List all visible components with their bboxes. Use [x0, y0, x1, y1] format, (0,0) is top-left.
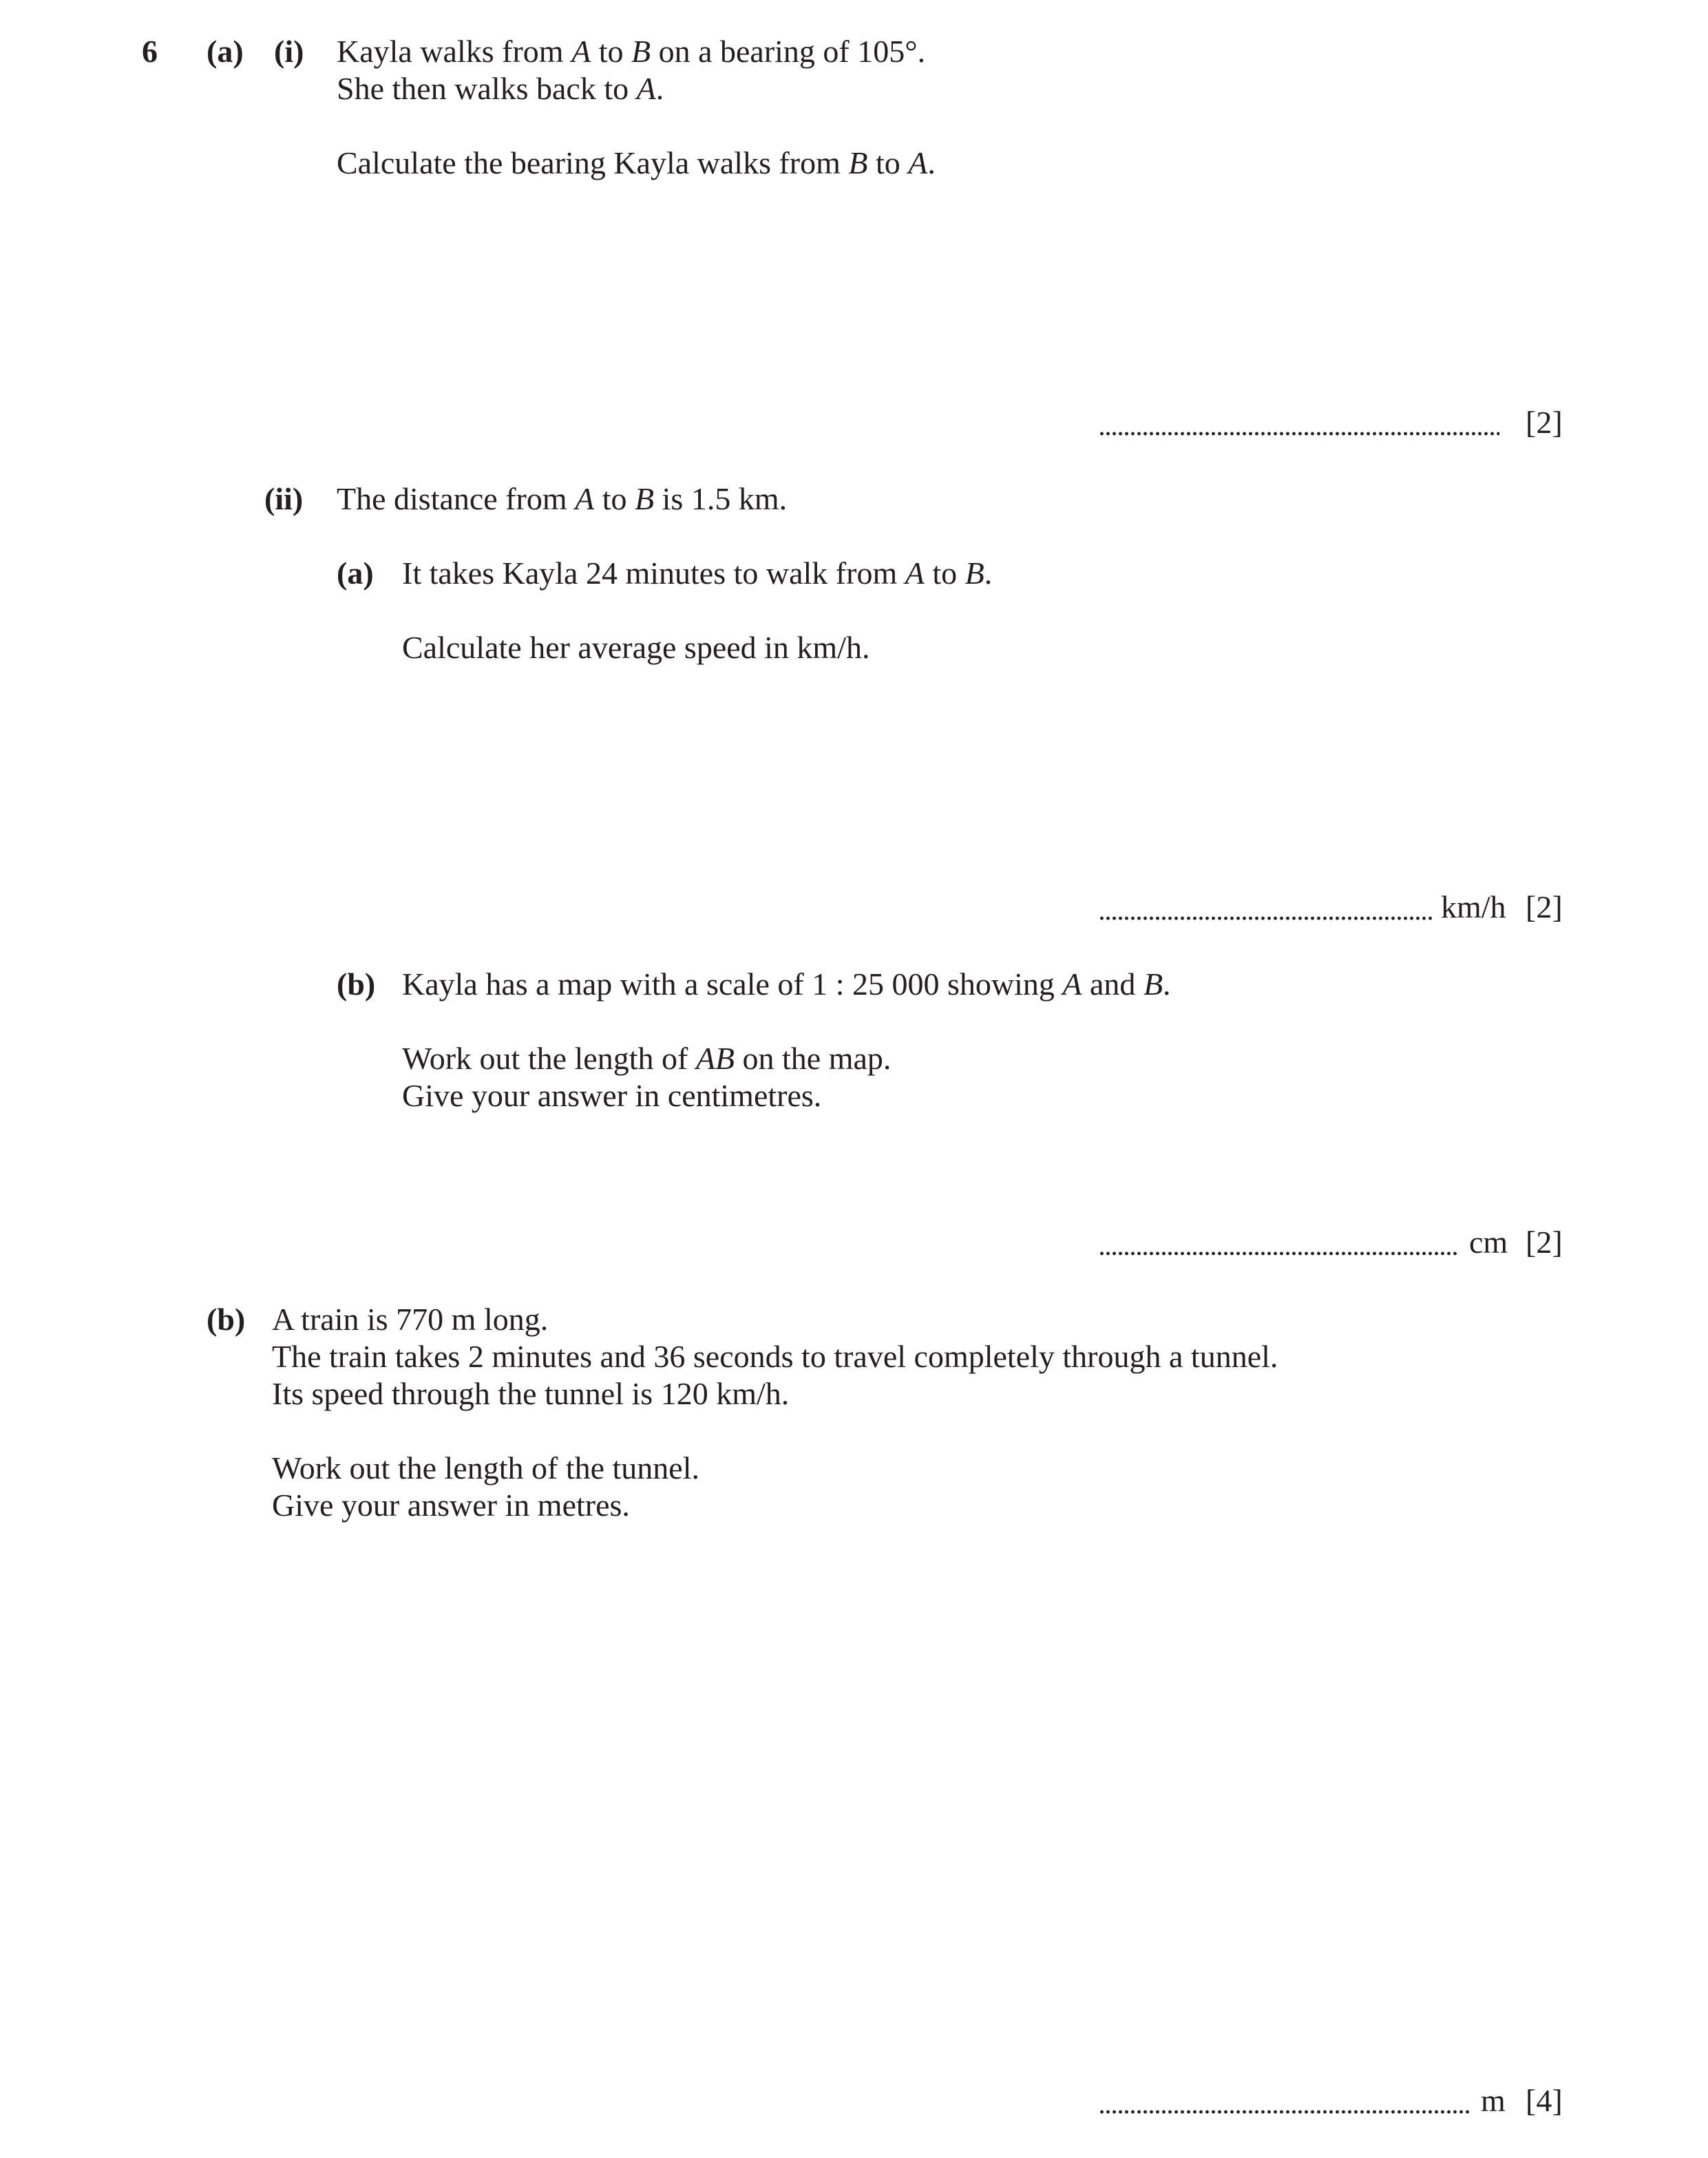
text-segment: Calculate the bearing Kayla walks from	[337, 145, 849, 180]
math-variable: B	[1143, 966, 1163, 1002]
text-segment: Kayla walks from	[337, 34, 572, 69]
part-b-line-1	[272, 1301, 548, 1338]
math-variable: A	[571, 34, 591, 69]
text-segment: The train takes 2 minutes and 36 seconds to travel completely through a tunnel.	[272, 1339, 1278, 1374]
text-segment: .	[927, 145, 936, 180]
text-segment: and	[1082, 966, 1143, 1002]
part-b-line-3	[272, 1375, 789, 1413]
text-segment: It takes Kayla 24 minutes to walk from	[402, 556, 905, 591]
text-segment: .	[984, 556, 993, 591]
unit-a-ii-a: km/h	[1441, 889, 1506, 924]
answer-line-a-ii-a[interactable]	[1099, 916, 1435, 920]
text-segment: .	[1163, 966, 1171, 1002]
question-number: 6	[142, 34, 158, 69]
text-segment: Work out the length of	[402, 1041, 696, 1076]
part-b-line-5	[272, 1487, 630, 1524]
part-a-ii-b-line-3	[402, 1077, 821, 1114]
math-variable: B	[631, 34, 651, 69]
answer-line-a-ii-b[interactable]	[1099, 1251, 1459, 1256]
unit-b: m	[1481, 2083, 1506, 2118]
unit-a-ii-b: cm	[1469, 1225, 1508, 1260]
math-variable: AB	[695, 1041, 735, 1076]
text-segment: The distance from	[337, 481, 576, 516]
text-segment: Give your answer in metres.	[272, 1488, 630, 1523]
marks-a-ii-a: [2]	[1526, 889, 1563, 924]
part-a-ii-a-line-1	[402, 555, 992, 592]
part-a-ii-a-label: (a)	[337, 556, 374, 591]
part-a-ii-a-line-2	[402, 629, 870, 666]
part-b-label: (b)	[207, 1302, 246, 1337]
text-segment: to	[594, 481, 635, 516]
text-segment: A train is 770 m long.	[272, 1302, 549, 1337]
part-a-i-line-1	[337, 33, 925, 70]
text-segment: Kayla has a map with a scale of 1 : 25 000 showing	[402, 966, 1063, 1002]
math-variable: B	[964, 556, 984, 591]
text-segment: to	[591, 34, 631, 69]
math-variable: A	[1062, 966, 1082, 1002]
math-variable: B	[635, 481, 655, 516]
marks-a-i: [2]	[1526, 405, 1563, 440]
part-a-i-label: (i)	[274, 34, 304, 69]
text-segment: Calculate her average speed in km/h.	[402, 630, 870, 665]
part-b-line-4	[272, 1450, 699, 1487]
part-a-ii-label: (ii)	[264, 481, 304, 516]
part-a-i-line-2	[337, 70, 664, 107]
math-variable: A	[908, 145, 928, 180]
text-segment: .	[655, 71, 664, 106]
text-segment: Give your answer in centimetres.	[402, 1078, 822, 1113]
math-variable: A	[636, 71, 656, 106]
part-a-ii-b-label: (b)	[337, 966, 376, 1002]
text-segment: is 1.5 km.	[654, 481, 788, 516]
part-a-i-line-3	[337, 145, 936, 182]
answer-line-b[interactable]	[1099, 2110, 1472, 2114]
marks-b: [4]	[1526, 2083, 1563, 2118]
marks-a-ii-b: [2]	[1526, 1225, 1563, 1260]
text-segment: Work out the length of the tunnel.	[272, 1450, 699, 1485]
text-segment: Its speed through the tunnel is 120 km/h.	[272, 1376, 790, 1411]
part-b-line-2	[272, 1338, 1278, 1375]
text-segment: on the map.	[735, 1041, 892, 1076]
math-variable: A	[905, 556, 925, 591]
math-variable: A	[575, 481, 595, 516]
part-a-ii-intro	[337, 480, 787, 518]
text-segment: She then walks back to	[337, 71, 637, 106]
math-variable: B	[848, 145, 868, 180]
part-a-label: (a)	[207, 34, 244, 69]
text-segment: to	[867, 145, 909, 180]
text-segment: on a bearing of 105°.	[651, 34, 926, 69]
answer-line-a-i[interactable]	[1099, 432, 1499, 436]
part-a-ii-b-line-1	[402, 966, 1171, 1003]
text-segment: to	[924, 556, 965, 591]
part-a-ii-b-line-2	[402, 1040, 891, 1077]
